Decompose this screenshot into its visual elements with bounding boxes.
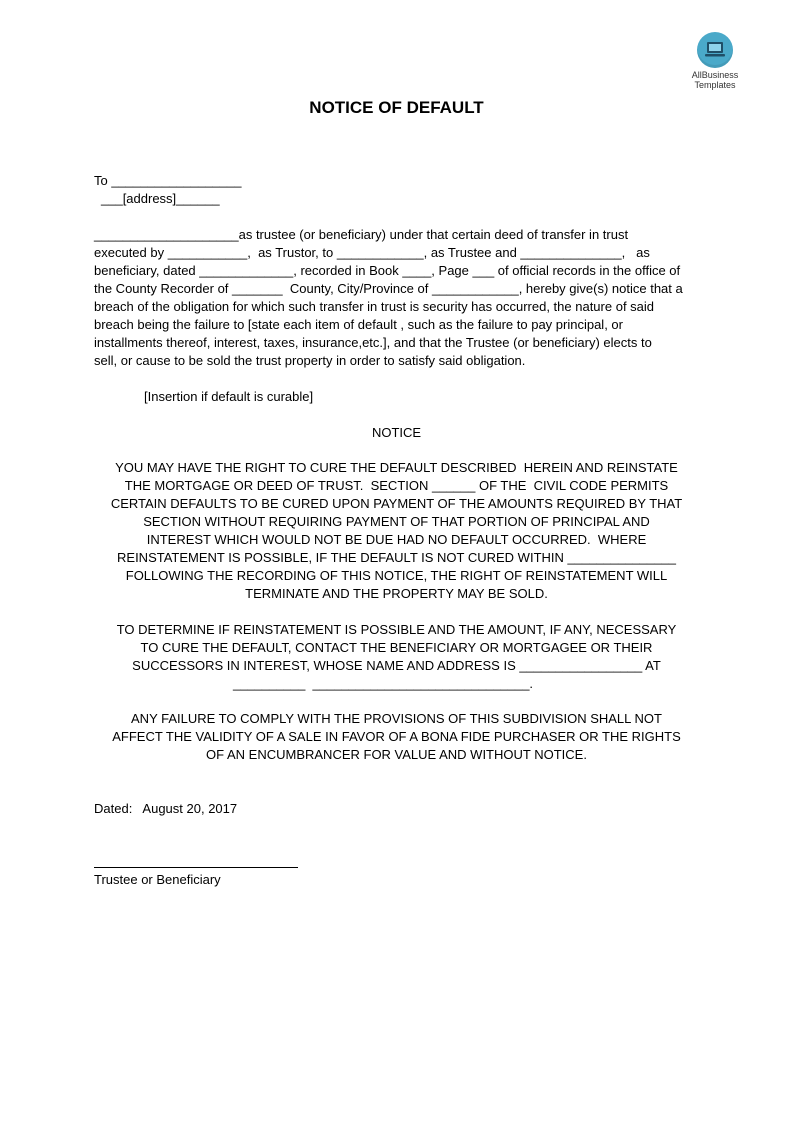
notice-line: SUCCESSORS IN INTEREST, WHOSE NAME AND ADDRESS IS _________________ AT	[132, 658, 661, 673]
notice-line: FOLLOWING THE RECORDING OF THIS NOTICE, THE RIGHT OF REINSTATEMENT WILL	[125, 568, 668, 583]
notice-line: ANY FAILURE TO COMPLY WITH THE PROVISIONS OF THIS SUBDIVISION SHALL NOT	[131, 711, 662, 726]
dated-line: Dated: August 20, 2017	[94, 801, 238, 816]
address-line: ___[address]______	[101, 191, 220, 206]
notice-line: THE MORTGAGE OR DEED OF TRUST. SECTION ______ OF THE CIVIL CODE PERMITS	[124, 478, 669, 493]
body-line: the County Recorder of _______ County, City/Province of ____________, hereby give(s) notice that a	[94, 281, 683, 296]
notice-line: TO DETERMINE IF REINSTATEMENT IS POSSIBLE AND THE AMOUNT, IF ANY, NECESSARY	[116, 622, 677, 637]
body-line: installments thereof, interest, taxes, insurance,etc.], and that the Trustee (or beneficiary) elects to	[94, 335, 652, 350]
logo-text-line1: AllBusiness	[691, 70, 739, 80]
body-line: executed by ___________, as Trustor, to ____________, as Trustee and ______________, as	[94, 245, 650, 260]
to-line: To __________________	[94, 173, 242, 188]
notice-line: SECTION WITHOUT REQUIRING PAYMENT OF THAT PORTION OF PRINCIPAL AND	[143, 514, 650, 529]
logo-text-line2: Templates	[694, 80, 736, 90]
notice-line: TERMINATE AND THE PROPERTY MAY BE SOLD.	[245, 586, 548, 601]
notice-line: INTEREST WHICH WOULD NOT BE DUE HAD NO DEFAULT OCCURRED. WHERE	[146, 532, 647, 547]
notice-line: __________ ______________________________.	[233, 676, 534, 691]
signature-line	[94, 867, 298, 868]
body-line: ____________________as trustee (or beneficiary) under that certain deed of transfer in trust	[94, 227, 629, 242]
body-line: sell, or cause to be sold the trust property in order to satisfy said obligation.	[94, 353, 526, 368]
body-line: breach of the obligation for which such transfer in trust is security has occurred, the nature of said	[94, 299, 655, 314]
notice-heading: NOTICE	[371, 425, 422, 440]
notice-line: AFFECT THE VALIDITY OF A SALE IN FAVOR OF A BONA FIDE PURCHASER OR THE RIGHTS	[112, 729, 681, 744]
notice-line: OF AN ENCUMBRANCER FOR VALUE AND WITHOUT NOTICE.	[206, 747, 587, 762]
notice-line: YOU MAY HAVE THE RIGHT TO CURE THE DEFAULT DESCRIBED HEREIN AND REINSTATE	[115, 460, 678, 475]
insertion-note: [Insertion if default is curable]	[144, 389, 314, 404]
allbusiness-templates-logo	[684, 30, 746, 90]
notice-line: TO CURE THE DEFAULT, CONTACT THE BENEFICIARY OR MORTGAGEE OR THEIR	[140, 640, 653, 655]
notice-line: CERTAIN DEFAULTS TO BE CURED UPON PAYMENT OF THE AMOUNTS REQUIRED BY THAT	[110, 496, 683, 511]
body-line: beneficiary, dated _____________, recorded in Book ____, Page ___ of official records in the office of	[94, 263, 681, 278]
notice-line: REINSTATEMENT IS POSSIBLE, IF THE DEFAULT IS NOT CURED WITHIN _______________	[117, 550, 676, 565]
document-title: NOTICE OF DEFAULT	[309, 98, 484, 117]
body-line: breach being the failure to [state each item of default , such as the failure to pay principal, or	[94, 317, 623, 332]
laptop-icon	[697, 32, 733, 68]
signature-label: Trustee or Beneficiary	[94, 872, 221, 887]
